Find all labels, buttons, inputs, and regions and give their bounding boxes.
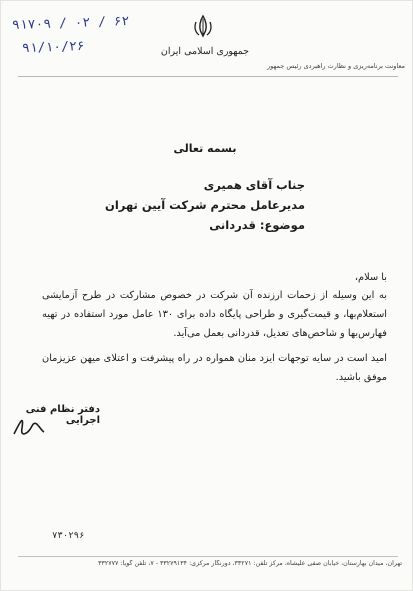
handwritten-date: ۹۱/۱۰/۲۶ bbox=[21, 38, 85, 57]
body-paragraph-2: امید است در سایه توجهات ایزد منان همواره در راه پیشرفت و اعتلای میهن عزیزمان موفق باشید. bbox=[42, 353, 387, 383]
header-divider bbox=[18, 76, 398, 77]
basmala: بسمه تعالی bbox=[173, 142, 237, 155]
emblem-icon bbox=[190, 14, 216, 40]
addressee-name: جناب آقای همیری bbox=[203, 178, 305, 192]
letterhead bbox=[0, 0, 413, 82]
addressee-title: مدیرعامل محترم شرکت آیین تهران bbox=[105, 198, 305, 212]
footer-address: تهران، میدان بهارستان، خیابان صفی علیشاه، مرکز تلفن: ۳۳۲۷۱، دورنگار مرکزی: ۳۳۲۷۹۱۳۴ - ۷، تلفن گویا: ۳۳۲۷۷۷ bbox=[98, 560, 402, 567]
registration-number: ۷۳۰۲۹۶ bbox=[52, 531, 85, 541]
handwritten-reference-number: ۹۱۷۰۹ / ۰۲ / ۶۲ bbox=[11, 13, 130, 34]
deputy-office-title: معاونت برنامه‌ریزی و نظارت راهبردی رئیس جمهور bbox=[267, 62, 405, 70]
letter-subject: موضوع: قدردانی bbox=[209, 218, 305, 232]
footer-divider bbox=[18, 556, 398, 557]
greeting: با سلام، bbox=[354, 272, 387, 283]
signer-office: دفتر نظام فنی اجرایی bbox=[25, 404, 100, 426]
body-paragraph-1: به این وسیله از زحمات ارزنده آن شرکت در خصوص مشارکت در طرح آزمایشی استعلام‌بها، و قیمت‌گیری و طراحی پایگاه داده برای ۱۳۰ عامل مورد استفاده در تهیه فهارس‌بها و شاخص‌های تعدیل، قدردانی بعمل می‌آید. bbox=[42, 290, 388, 339]
country-title: جمهوری اسلامی ایران bbox=[160, 46, 250, 57]
